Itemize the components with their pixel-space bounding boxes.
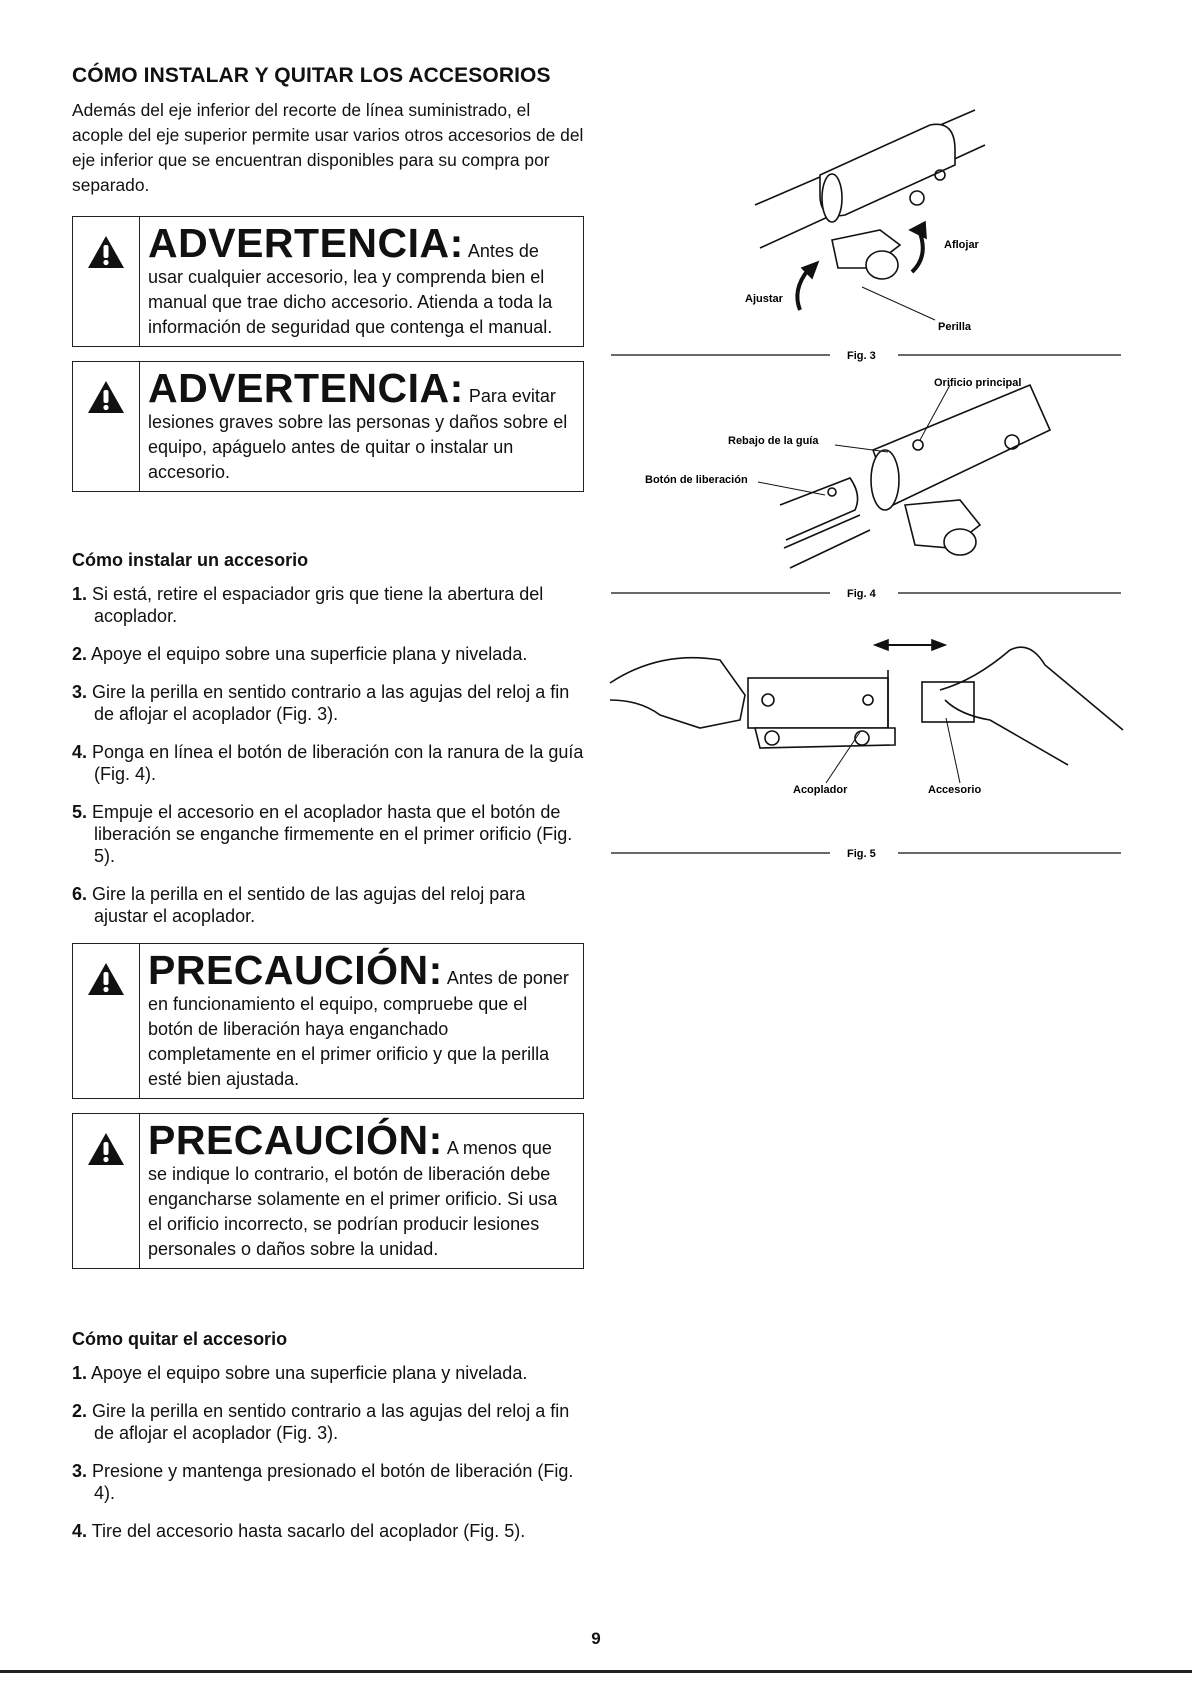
fig4-label-boton: Botón de liberación xyxy=(645,474,748,486)
list-item: 1. Si está, retire el espaciador gris que tiene la abertura del acoplador. xyxy=(72,584,544,626)
warning-triangle-icon xyxy=(87,1132,125,1166)
fig3-label-ajustar: Ajustar xyxy=(745,293,783,305)
warning-lead: Antes de xyxy=(467,241,539,261)
install-heading: Cómo instalar un accesorio xyxy=(72,550,309,570)
fig5-label-accesorio: Accesorio xyxy=(928,784,982,796)
warning-heading: ADVERTENCIA: xyxy=(148,220,464,266)
bottom-rule xyxy=(0,1670,1192,1673)
caution-body: poner en funcionamiento el equipo, compruebe que el botón de liberación haya enganchado completamente en el primer orificio y que la perilla esté bien ajustada. xyxy=(148,968,569,1089)
page-number: 9 xyxy=(591,1629,601,1648)
install-steps xyxy=(72,583,584,927)
warning-triangle-icon xyxy=(87,235,125,269)
caution-body: se indique lo contrario, el botón de liberación debe engancharse solamente en el primer orificio. Si usa el orificio incorrecto, se podrían producir lesiones personales o daños sobre la unidad. xyxy=(148,1164,558,1259)
fig4-caption: Fig. 4 xyxy=(847,588,876,600)
list-item: 3. Presione y mantenga presionado el botón de liberación (Fig. 4). xyxy=(72,1461,574,1503)
remove-heading: Cómo quitar el accesorio xyxy=(72,1329,288,1349)
warning-heading: ADVERTENCIA: xyxy=(148,365,464,411)
warning-box-2 xyxy=(72,361,584,492)
main-column xyxy=(72,64,584,1558)
page-title: CÓMO INSTALAR Y QUITAR LOS ACCESORIOS xyxy=(72,64,551,87)
fig4-label-orificio: Orificio principal xyxy=(934,377,1022,389)
intro-paragraph: Además del eje inferior del recorte de línea suministrado, el acople del eje superior permite usar varios otros accesorios de del eje inferior que se encuentran disponibles para su compra por separado. xyxy=(72,100,584,195)
warning-lead: Para evitar xyxy=(468,386,556,406)
fig3-caption: Fig. 3 xyxy=(847,350,876,362)
caution-box-1 xyxy=(72,943,584,1099)
caution-heading: PRECAUCIÓN: xyxy=(148,947,443,993)
fig3-illustration xyxy=(755,110,985,320)
list-item: 5. Empuje el accesorio en el acoplador hasta que el botón de liberación se enganche firmemente en el primer orificio (Fig. 5). xyxy=(72,802,573,866)
list-item: 4. Tire del accesorio hasta sacarlo del acoplador (Fig. 5). xyxy=(72,1521,526,1541)
fig4-illustration xyxy=(758,385,1050,568)
remove-steps xyxy=(72,1362,584,1542)
caution-lead: Antes de xyxy=(446,968,518,988)
fig5-label-acoplador: Acoplador xyxy=(793,784,848,796)
caution-box-2 xyxy=(72,1113,584,1269)
fig3-label-perilla: Perilla xyxy=(938,321,972,333)
list-item: 2. Apoye el equipo sobre una superficie plana y nivelada. xyxy=(72,644,528,664)
list-item: 1. Apoye el equipo sobre una superficie plana y nivelada. xyxy=(72,1363,528,1383)
figures-column xyxy=(600,0,1192,900)
fig5-illustration xyxy=(610,640,1123,783)
caution-lead: A menos que xyxy=(446,1138,552,1158)
warning-triangle-icon xyxy=(87,962,125,996)
list-item: 3. Gire la perilla en sentido contrario a las agujas del reloj a fin de aflojar el acoplador (Fig. 3). xyxy=(72,682,570,724)
list-item: 4. Ponga en línea el botón de liberación con la ranura de la guía (Fig. 4). xyxy=(72,742,584,784)
caution-heading: PRECAUCIÓN: xyxy=(148,1117,443,1163)
warning-box-1 xyxy=(72,216,584,347)
warning-triangle-icon xyxy=(87,380,125,414)
fig5-caption: Fig. 5 xyxy=(847,848,876,860)
warning-body: usar cualquier accesorio, lea y comprenda bien el manual que trae dicho accesorio. Atienda a toda la información de seguridad que contenga el manual. xyxy=(148,267,553,337)
list-item: 2. Gire la perilla en sentido contrario a las agujas del reloj a fin de aflojar el acoplador (Fig. 3). xyxy=(72,1401,570,1443)
warning-body: lesiones graves sobre las personas y daños sobre el equipo, apáguelo antes de quitar o instalar un accesorio. xyxy=(148,412,568,482)
list-item: 6. Gire la perilla en el sentido de las agujas del reloj para ajustar el acoplador. xyxy=(72,884,526,926)
fig3-label-aflojar: Aflojar xyxy=(944,239,979,251)
fig4-label-rebajo: Rebajo de la guía xyxy=(728,435,819,447)
